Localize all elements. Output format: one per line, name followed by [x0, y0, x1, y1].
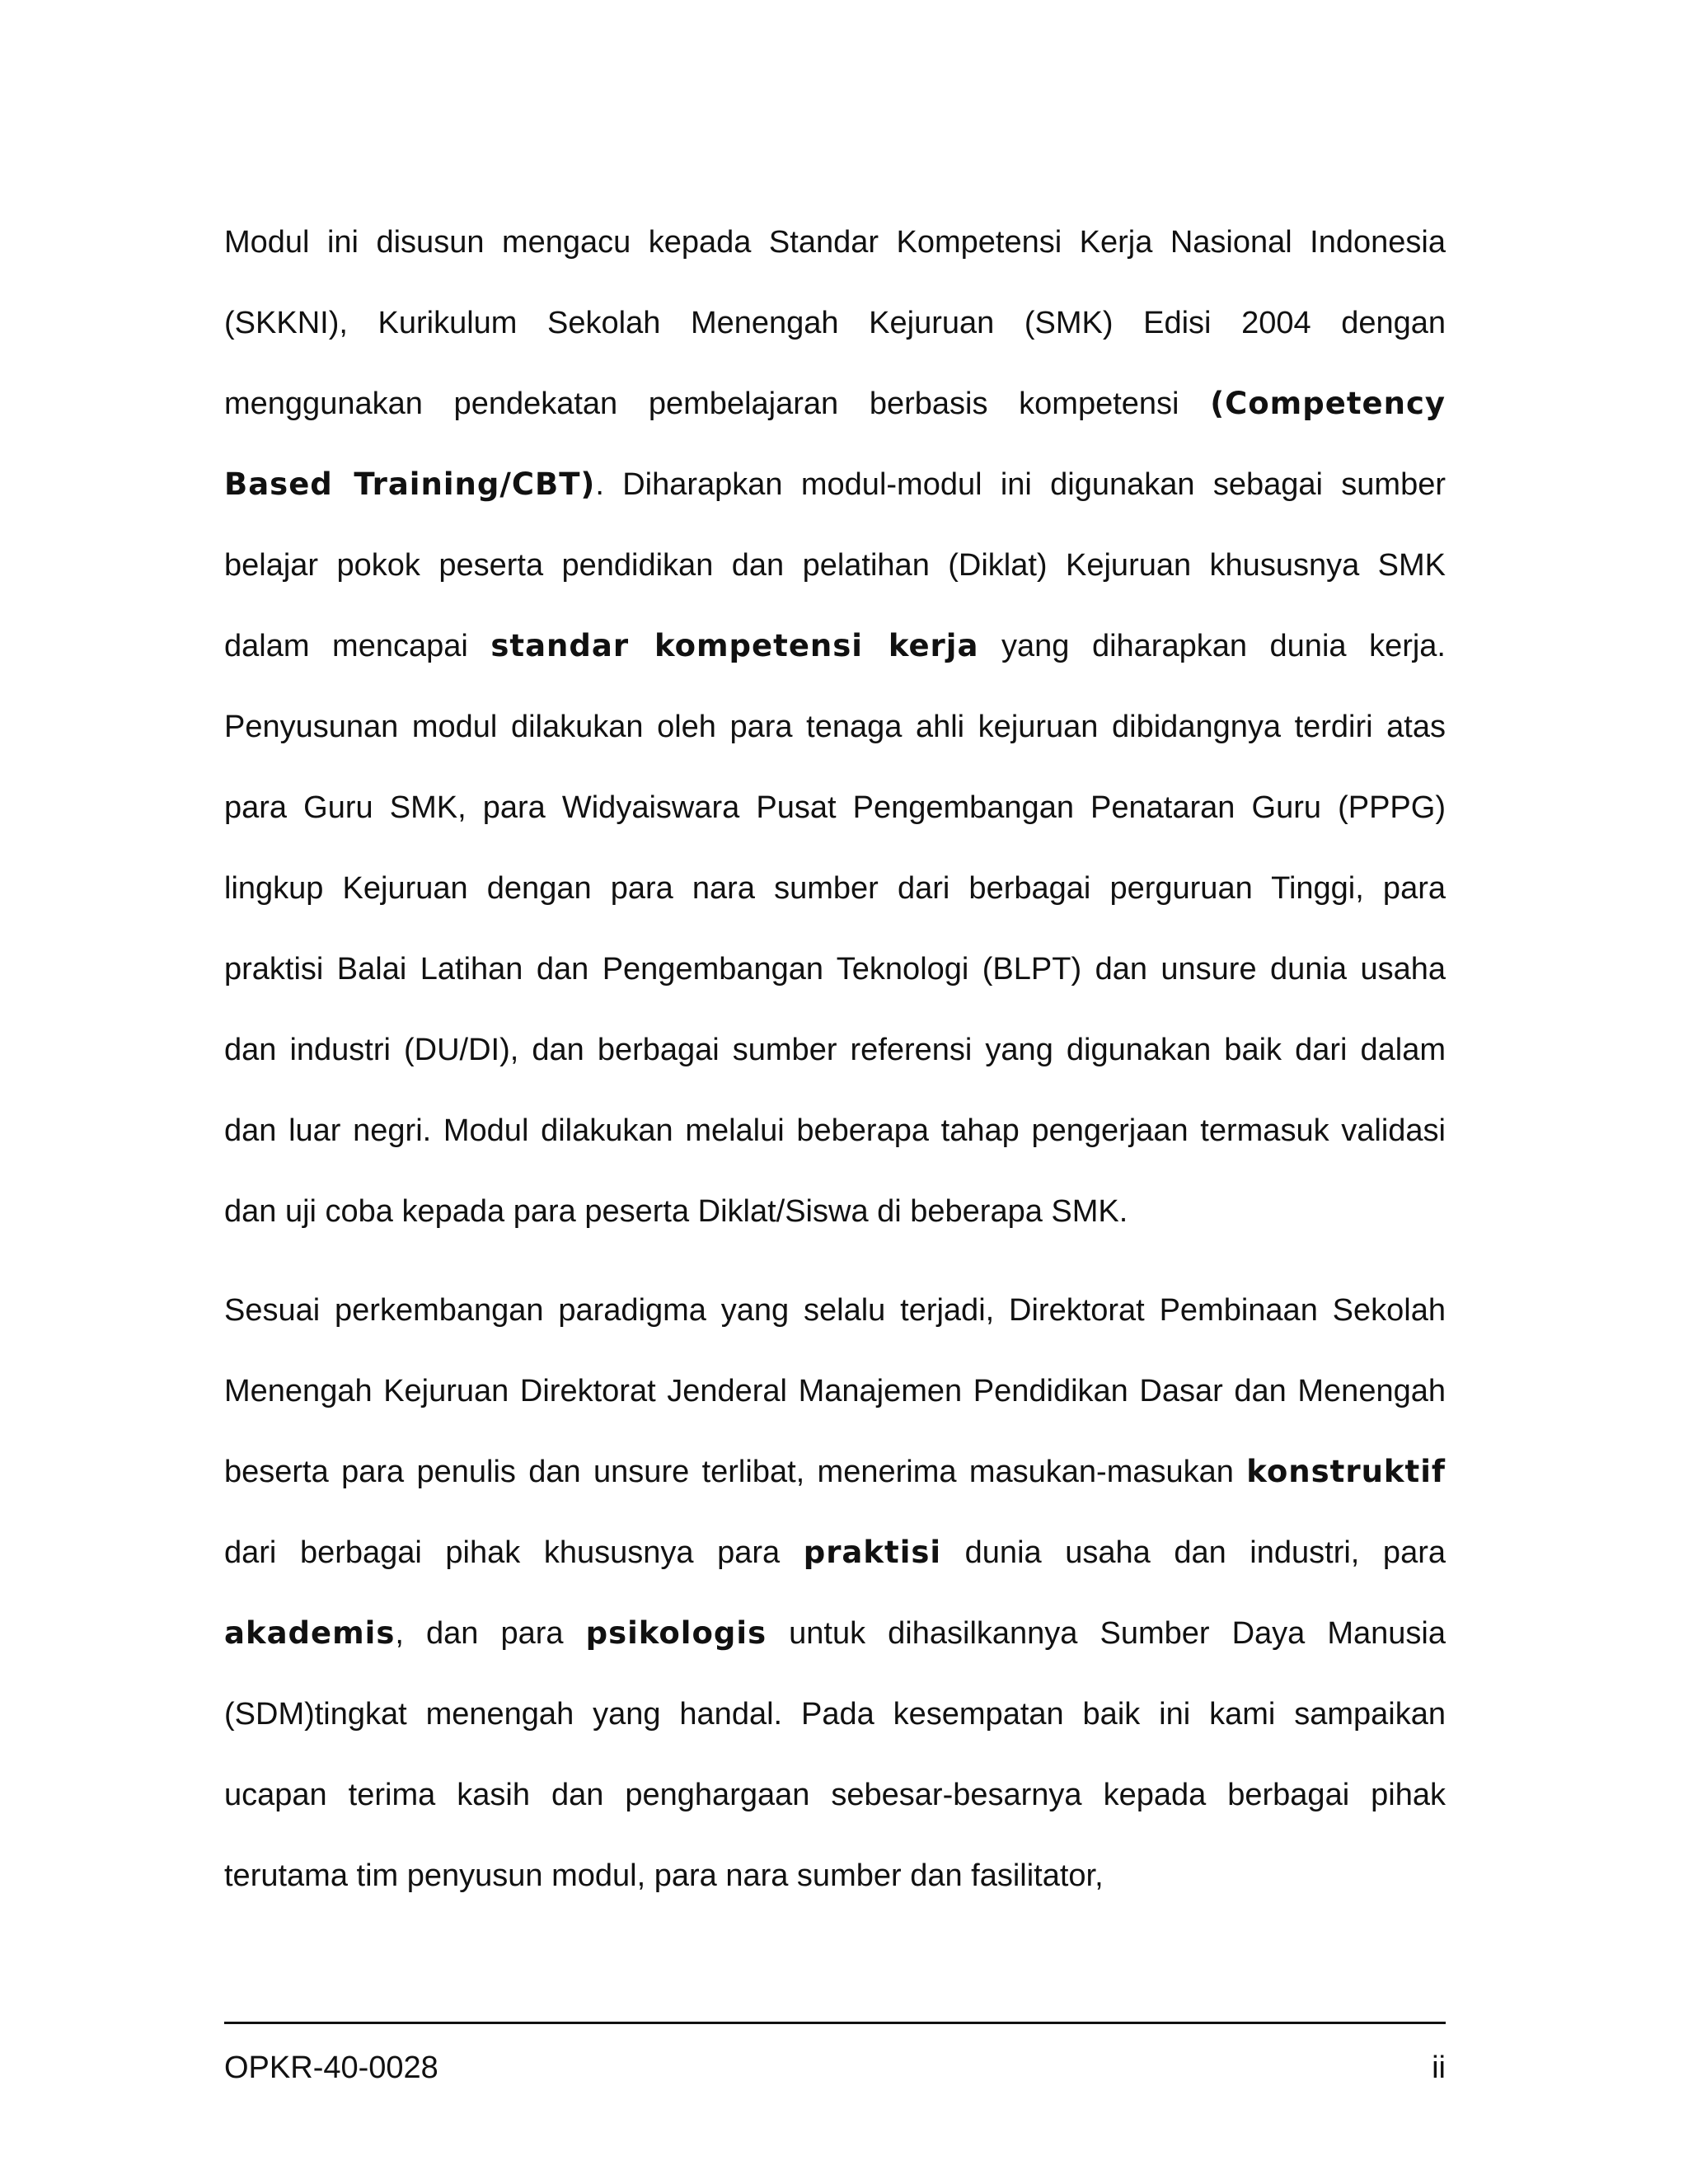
emphasis-standar-kompetensi: standar kompetensi kerja [490, 628, 979, 663]
paragraph-acknowledgement [224, 1270, 1446, 1916]
paragraph-text: . Diharapkan modul-modul ini digunakan sebagai sumber belajar pokok peserta pendidikan dan pelatihan (Diklat) Kejuruan khususnya SMK dalam mencapai [224, 467, 1447, 663]
emphasis-psikologis: psikologis [585, 1615, 767, 1651]
paragraph-module-intro [224, 202, 1446, 1252]
paragraph-text: Sesuai perkembangan paradigma yang selalu terjadi, Direktorat Pembinaan Sekolah Menengah Kejuruan Direktorat Jenderal Manajemen Pendidikan Dasar dan Menengah beserta para penulis dan unsure terlibat, menerima masukan-masukan [224, 1293, 1446, 1489]
paragraph-text: untuk dihasilkannya Sumber Daya Manusia (SDM)tingkat menengah yang handal. Pada kesempatan baik ini kami sampaikan ucapan terima kasih dan penghargaan sebesar-besarnya kepada berbagai pihak terutama tim penyusun modul, para nara sumber dan fasilitator, [224, 1616, 1446, 1893]
document-body [224, 202, 1446, 1916]
document-code: OPKR-40-0028 [224, 2050, 438, 2085]
emphasis-cbt: (Competency Based Training/CBT) [224, 386, 1446, 502]
emphasis-konstruktif: konstruktif [1246, 1454, 1446, 1489]
paragraph-text: Modul ini disusun mengacu kepada Standar Kompetensi Kerja Nasional Indonesia (SKKNI), Kurikulum Sekolah Menengah Kejuruan (SMK) Edisi 2004 dengan menggunakan pendekatan pembelajaran berbasis kompetensi [224, 225, 1446, 421]
paragraph-text: dari berbagai pihak khususnya para [224, 1535, 804, 1570]
emphasis-praktisi: praktisi [803, 1535, 942, 1570]
footer-divider [224, 2022, 1446, 2024]
paragraph-text: yang diharapkan dunia kerja. Penyusunan modul dilakukan oleh para tenaga ahli kejuruan dibidangnya terdiri atas para Guru SMK, para Widyaiswara Pusat Pengembangan Penataran Guru (PPPG) lingkup Kejuruan dengan para nara sumber dari berbagai perguruan Tinggi, para praktisi Balai Latihan dan Pengembangan Teknologi (BLPT) dan unsure dunia usaha dan industri (DU/DI), dan berbagai sumber referensi yang digunakan baik dari dalam dan luar negri. Modul dilakukan melalui beberapa tahap pengerjaan termasuk validasi dan uji coba kepada para peserta Diklat/Siswa di beberapa SMK. [224, 629, 1446, 1229]
page-number: ii [1432, 2050, 1446, 2085]
emphasis-akademis: akademis [224, 1615, 396, 1651]
paragraph-text: dunia usaha dan industri, para [941, 1535, 1446, 1570]
paragraph-text: , dan para [395, 1616, 586, 1651]
